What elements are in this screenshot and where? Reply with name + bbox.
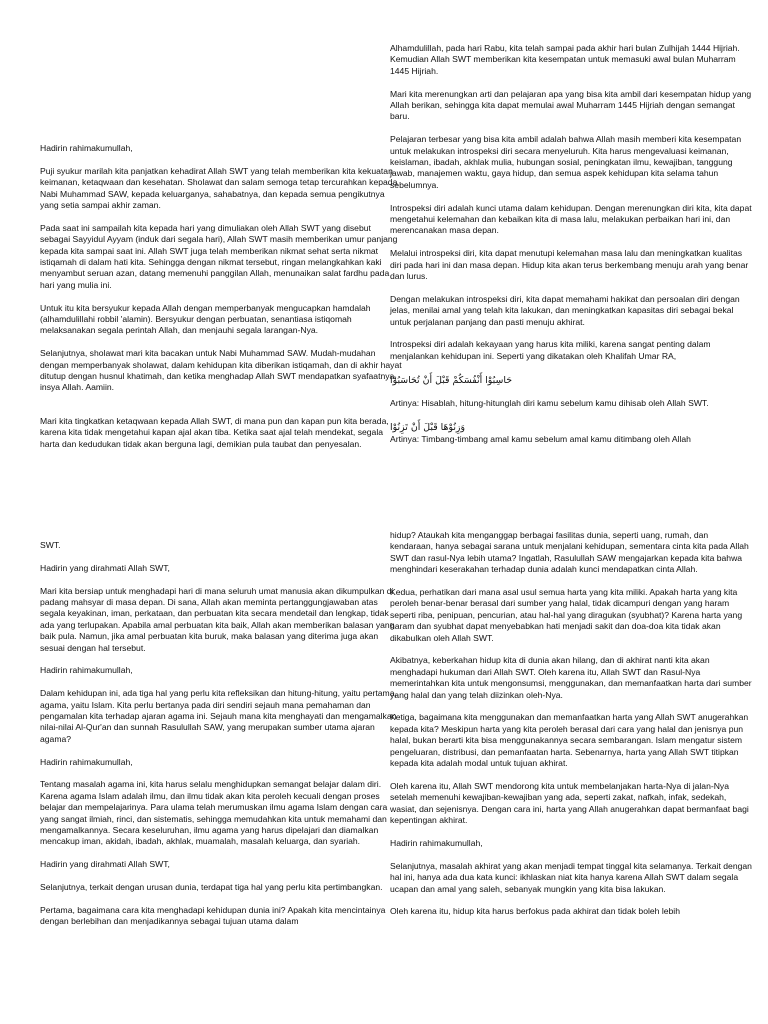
page1-right-column	[390, 43, 752, 457]
greeting: Hadirin yang dirahmati Allah SWT,	[40, 859, 170, 870]
greeting: Hadirin yang dirahmati Allah SWT,	[40, 562, 170, 573]
paragraph: Untuk itu kita bersyukur kepada Allah dengan memperbanyak mengucapkan hamdalah (alhamdulillahi robbil 'alamin). Bersyukur dengan perbuatan, senantiasa istiqomah melaksanakan segala perintah Allah, dan menjauhi segala larangan-Nya.	[40, 302, 371, 336]
paragraph: Pelajaran terbesar yang bisa kita ambil adalah bahwa Allah masih memberi kita kesempatan untuk melakukan introspeksi diri secara menyeluruh. Kita harus mengevaluasi keimanan, keislaman, ibadah, akhlak mulia, hubungan sosial, peningkatan ilmu, kewajiban, tanggung jawab, manajemen waktu, gaya hidup, dan semua aspek kehidupan kita selama tahun sebelumnya.	[390, 134, 742, 190]
page1-left-column	[40, 143, 402, 461]
paragraph: Selanjutnya, sholawat mari kita bacakan untuk Nabi Muhammad SAW. Mudah-mudahan dengan memperbanyak sholawat, dalam kehidupan kita diberikan istiqamah, dan di akhir hayat ditutup dengan husnul khatimah, dan ketika menghadap Allah SWT mendapatkan syafaatnya, insya Allah. Aamiin.	[40, 348, 402, 393]
paragraph: Alhamdulillah, pada hari Rabu, kita telah sampai pada akhir hari bulan Zulhijah 1444 Hijriah. Kemudian Allah SWT memberikan kita kesempatan untuk memasuki awal bulan Muharram 1445 Hijriah.	[390, 43, 740, 76]
paragraph: Akibatnya, keberkahan hidup kita di dunia akan hilang, dan di akhirat nanti kita akan menghadapi hukuman dari Allah SWT. Oleh karena itu, Allah SWT dan Rasul-Nya memerintahkan kita untuk mengonsumsi, menggunakan, dan memanfaatkan harta dari sumber yang halal dan yang telah diizinkan oleh-Nya.	[390, 655, 752, 700]
greeting: Hadirin rahimakumullah,	[40, 665, 133, 676]
paragraph: Introspeksi diri adalah kekayaan yang harus kita miliki, karena sangat penting dalam menjalankan kehidupan ini. Seperti yang dikatakan oleh Khalifah Umar RA,	[390, 339, 711, 361]
paragraph: Ketiga, bagaimana kita menggunakan dan memanfaatkan harta yang Allah SWT anugerahkan kepada kita? Meskipun harta yang kita peroleh berasal dari cara yang halal dan jenisnya pun halal, bukan berarti kita bisa menggunakannya secara sembarangan. Islam mengatur sistem pengeluaran, distribusi, dan pemanfaatan harta. Sebenarnya, harta yang Allah SWT titipkan kepada kita adalah modal untuk tujuan akhirat.	[390, 712, 749, 769]
paragraph: Selanjutnya, masalah akhirat yang akan menjadi tempat tinggal kita selamanya. Terkait dengan hal ini, hanya ada dua kata kunci: ikhlaskan niat kita hanya karena Allah SWT dalam segala ucapan dan amal yang saleh, sebanyak mungkin yang kita bisa lakukan.	[390, 860, 752, 894]
paragraph: hidup? Ataukah kita menganggap berbagai fasilitas dunia, seperti uang, rumah, dan kendaraan, hanya sebagai sarana untuk menjalani kehidupan, sementara cinta kita pada Allah SWT dan rasul-Nya lebih utama? Ingatlah, Rasulullah SAW mengajarkan kepada kita bahwa menghindari keserakahan terhadap dunia adalah kunci mendapatkan cinta Allah.	[390, 530, 749, 575]
paragraph: Dalam kehidupan ini, ada tiga hal yang perlu kita refleksikan dan hitung-hitung, yaitu pertama, agama, yaitu Islam. Kita perlu bertanya pada diri sendiri sejauh mana pemahaman dan pengamalan kita terhadap ajaran agama ini. Sejauh mana kita menghayati dan mengamalkan nilai-nilai Al-Qur'an dan sunnah Rasulullah SAW, yang merupakan sumber utama ajaran agama?	[40, 688, 397, 744]
greeting: Hadirin rahimakumullah,	[390, 837, 483, 848]
paragraph: Oleh karena itu, hidup kita harus berfokus pada akhirat dan tidak boleh lebih	[390, 906, 680, 917]
translation: Artinya: Timbang-timbang amal kamu sebelum amal kamu ditimbang oleh Allah	[390, 433, 691, 444]
paragraph: Kedua, perhatikan dari mana asal usul semua harta yang kita miliki. Apakah harta yang kita peroleh benar-benar berasal dari sumber yang halal, tidak dicampuri dengan yang haram seperti riba, penipuan, pencurian, atau hal-hal yang diragukan (syubhat)? Karena harta yang haram dan syubhat dapat menyebabkan hati menjadi sakit dan doa-doa kita tidak akan dikabulkan oleh Allah SWT.	[390, 587, 743, 643]
paragraph: Oleh karena itu, Allah SWT mendorong kita untuk membelanjakan harta-Nya di jalan-Nya setelah memenuhi kewajiban-kewajiban yang ada, seperti zakat, nafkah, infak, sedekah, wasiat, dan sejenisnya. Dengan cara ini, harta yang Allah anugerahkan dapat bermanfaat bagi kepentingan akhirat.	[390, 780, 749, 826]
paragraph: Selanjutnya, terkait dengan urusan dunia, terdapat tiga hal yang perlu kita pertimbangkan.	[40, 882, 383, 893]
translation: Artinya: Hisablah, hitung-hitunglah diri kamu sebelum kamu dihisab oleh Allah SWT.	[390, 398, 709, 409]
paragraph: Mari kita bersiap untuk menghadapi hari di mana seluruh umat manusia akan dikumpulkan di padang mahsyar di masa depan. Di sana, Allah akan meminta pertanggungjawaban atas segala keyakinan, iman, perkataan, dan perbuatan kita secara mendetail dan lengkap, tidak ada yang terlupakan. Apabila amal perbuatan kita baik, Allah akan memberikan balasan yang baik pula. Namun, jika amal perbuatan kita buruk, maka balasan yang diterima juga akan sesuai dengan hal tersebut.	[40, 585, 395, 653]
paragraph: Introspeksi diri adalah kunci utama dalam kehidupan. Dengan merenungkan diri kita, kita dapat mengetahui kelemahan dan kebaikan kita di masa lalu, melakukan perbaikan hari ini, dan merencanakan masa depan.	[390, 202, 752, 236]
paragraph: Tentang masalah agama ini, kita harus selalu menghidupkan semangat belajar dalam diri. Karena agama Islam adalah ilmu, dan ilmu tidak akan kita peroleh kecuali dengan proses belajar dan mempelajarinya. Para ulama telah merumuskan ilmu agama Islam dengan cara yang sangat ilmiah, rinci, dan sistematis, sehingga memudahkan kita untuk memahami dan mengamalkannya. Secara keseluruhan, ilmu agama yang harus dipelajari dan diamalkan mencakup iman, akidah, ibadah, akhlak, muamalah, masalah keluarga, dan syariah.	[40, 779, 388, 847]
paragraph: Mari kita tingkatkan ketaqwaan kepada Allah SWT, di mana pun dan kapan pun kita berada, karena kita tidak mengetahui kapan ajal akan tiba. Ketika saat ajal telah mendekat, segala harta dan kedudukan tidak akan berguna lagi, demikian pula taubat dan penyesalan.	[40, 415, 389, 449]
arabic-quote: وَزِنُوْهَا قَبْلَ أَنْ تَزِنُوْا	[390, 421, 465, 433]
arabic-quote: حَاسِبُوْا أَنْفُسَكُمْ قَبْلَ أَنْ تُحَاسَبُوْا	[390, 374, 512, 386]
paragraph: Puji syukur marilah kita panjatkan kehadirat Allah SWT yang telah memberikan kita kekuatan keimanan, ketaqwaan dan kesehatan. Sholawat dan salam semoga tetap tercurahkan kepada Nabi Muhammad SAW, kepada keluarganya, sahabatnya, dan kepada semua pengikutnya yang setia sampai akhir zaman.	[40, 165, 398, 211]
paragraph: Mari kita merenungkan arti dan pelajaran apa yang bisa kita ambil dari kesempatan hidup yang Allah berikan, sehingga kita dapat memulai awal Muharram 1445 Hijriah dengan semangat baru.	[390, 88, 752, 122]
greeting: Hadirin rahimakumullah,	[40, 756, 133, 767]
paragraph: Melalui introspeksi diri, kita dapat menutupi kelemahan masa lalu dan meningkatkan kualitas diri pada hari ini dan masa depan. Hidup kita akan terus berkembang menuju arah yang benar dan lurus.	[390, 248, 749, 282]
paragraph: SWT.	[40, 540, 61, 550]
greeting: Hadirin rahimakumullah,	[40, 143, 133, 153]
paragraph: Dengan melakukan introspeksi diri, kita dapat memahami hakikat dan persoalan diri dengan jelas, menilai amal yang telah kita lakukan, dan meningkatkan kapasitas diri sebagai bekal untuk perjalanan panjang dan pasti menuju akhirat.	[390, 293, 740, 327]
paragraph: Pertama, bagaimana cara kita menghadapi kehidupan dunia ini? Apakah kita mencintainya dengan berlebihan dan menjadikannya sebagai tujuan utama dalam	[40, 904, 386, 927]
page2-left-column	[40, 540, 402, 939]
paragraph: Pada saat ini sampailah kita kepada hari yang dimuliakan oleh Allah SWT yang disebut sebagai Sayyidul Ayyam (induk dari segala hari), Allah SWT masih memberikan umur panjang kepada kita sampai saat ini. Allah SWT juga telah memberikan nikmat sehat serta nikmat istiqamah di dalam hati kita. Sehingga dengan nikmat tersebut, ringan melangkahkan kaki menyambut seruan azan, datang memenuhi panggilan Allah, menunaikan salat fardhu pada hari yang mulia ini.	[40, 222, 398, 290]
page2-right-column	[390, 530, 752, 929]
